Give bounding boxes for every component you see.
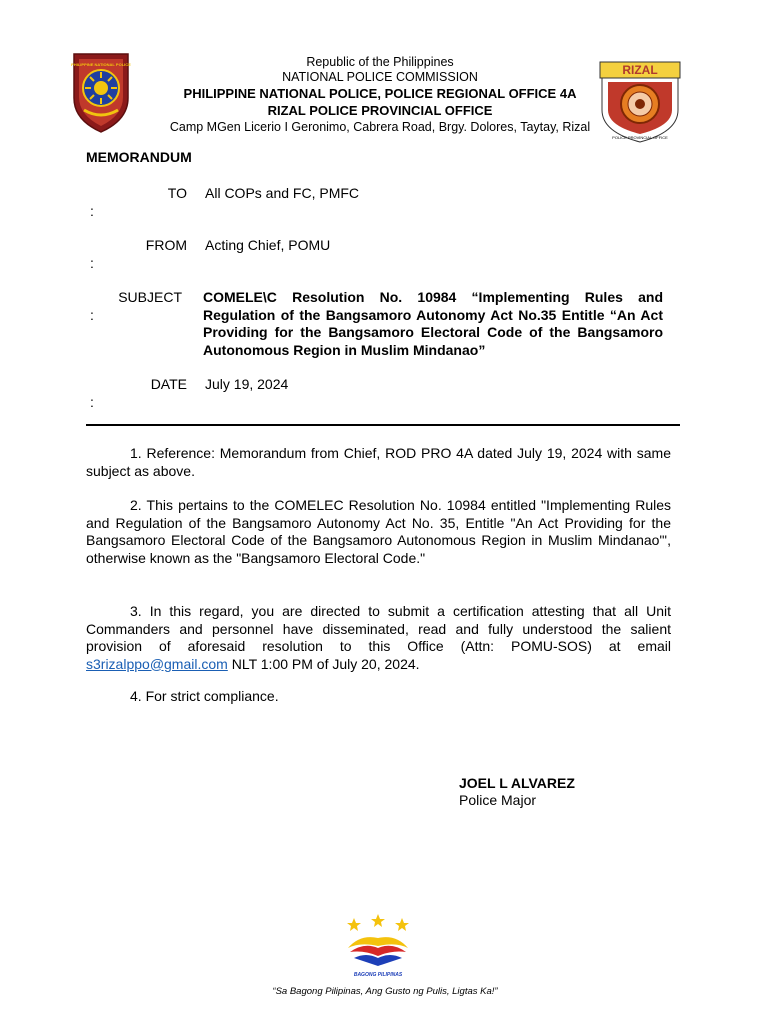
subject-colon: : bbox=[90, 307, 94, 323]
header-pnp-region: PHILIPPINE NATIONAL POLICE, POLICE REGIONAL OFFICE 4A bbox=[183, 86, 577, 101]
header-republic: Republic of the Philippines bbox=[306, 55, 454, 69]
from-colon: : bbox=[90, 255, 94, 271]
subject-label: SUBJECT bbox=[118, 289, 182, 305]
signatory-name: JOEL L ALVAREZ bbox=[459, 775, 575, 791]
svg-text:PHILIPPINE NATIONAL POLICE: PHILIPPINE NATIONAL POLICE bbox=[71, 62, 131, 67]
from-value: Acting Chief, POMU bbox=[205, 237, 331, 253]
paragraph-2: 2. This pertains to the COMELEC Resolution No. 10984 entitled "Implementing Rules and Regulation of the Bangsamoro Autonomy Act No. 35, Entitle "An Act Providing for the Bangsamoro Electoral Code of the Bangsamoro Autonomous Region in Muslim Mindanao"', otherwise known as the "Bangsamoro Electoral Code." bbox=[86, 497, 671, 566]
svg-text:RIZAL: RIZAL bbox=[622, 63, 658, 77]
date-colon: : bbox=[90, 394, 94, 410]
footer-motto: “Sa Bagong Pilipinas, Ang Gusto ng Pulis, Ligtas Ka!” bbox=[272, 986, 498, 997]
date-value: July 19, 2024 bbox=[205, 376, 289, 392]
email-link[interactable]: s3rizalppo@gmail.com bbox=[86, 655, 228, 672]
header-address: Camp MGen Licerio I Geronimo, Cabrera Road, Brgy. Dolores, Taytay, Rizal bbox=[169, 120, 591, 134]
header-divider bbox=[86, 424, 680, 426]
pnp-seal-logo bbox=[66, 50, 136, 134]
date-label: DATE bbox=[150, 376, 187, 392]
subject-value: COMELE\C Resolution No. 10984 “Implementing Rules and Regulation of the Bangsamoro Autonomy Act No.35 Entitle “An Act Providing for the Bangsamoro Electoral Code of the Bangsamoro Autonomous Region in Muslim Mindanao” bbox=[203, 289, 663, 358]
signatory-rank: Police Major bbox=[459, 792, 537, 808]
header-provincial-office: RIZAL POLICE PROVINCIAL OFFICE bbox=[267, 103, 493, 118]
to-colon: : bbox=[90, 203, 94, 219]
paragraph-4: 4. For strict compliance. bbox=[130, 688, 279, 704]
header-napolcom: NATIONAL POLICE COMMISSION bbox=[282, 70, 478, 84]
bagong-pilipinas-logo bbox=[340, 912, 416, 982]
memo-title: MEMORANDUM bbox=[86, 149, 192, 165]
rizal-ppo-logo bbox=[598, 60, 682, 144]
from-label: FROM bbox=[145, 237, 187, 253]
svg-text:BAGONG PILIPINAS: BAGONG PILIPINAS bbox=[353, 972, 403, 978]
paragraph-1: 1. Reference: Memorandum from Chief, ROD PRO 4A dated July 19, 2024 with same subject as above. bbox=[86, 445, 671, 479]
svg-text:POLICE PROVINCIAL OFFICE: POLICE PROVINCIAL OFFICE bbox=[612, 135, 668, 140]
to-label: TO bbox=[167, 185, 187, 201]
paragraph-3: 3. In this regard, you are directed to submit a certification attesting that all Unit Commanders and personnel have disseminated, read and fully understood the salient provision of aforesaid resolution to this Office (Attn: POMU-SOS) at email s3rizalppo@gmail.com NLT 1:00 PM of July 20, 2024. bbox=[86, 603, 671, 672]
to-value: All COPs and FC, PMFC bbox=[205, 185, 360, 201]
